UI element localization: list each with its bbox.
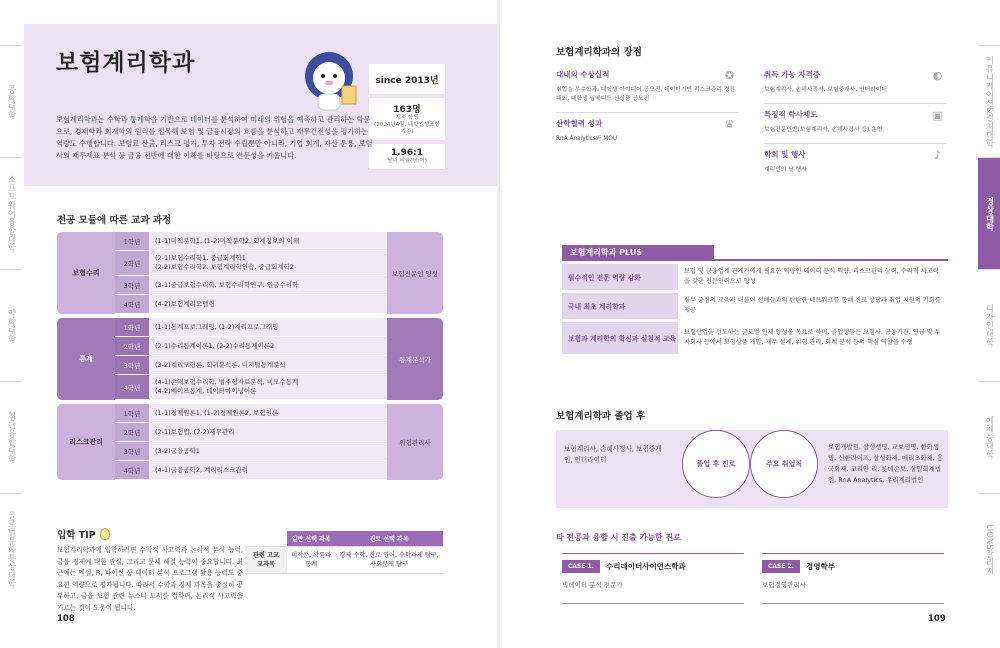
intro-text: 보험계리학과는 수학과 통계학을 기반으로 데이터를 분석하여 미래의 위험을 예측하고 관리하는 학문으로, 경제학과 회계학의 원리를 접목해 보험 및 금융시장의 흐름을 분석하고 재무건전성을 평가하는 역량도 수행합니다. 보험료 산출, 리스크 평가, 투자 전략 수립뿐만 아니라, 기업 회계, 자산 운용, 보험사의 재무제표 분석 등 금융 전반에 대한 이해를 바탕으로 전문성을 키웁니다. <box>56 115 373 160</box>
year-label: 2학년 <box>115 423 149 441</box>
tab-communication[interactable]: 커뮤니케이션&컬처대학 <box>978 45 1000 157</box>
year-label: 4학년 <box>115 375 149 399</box>
module-group <box>57 404 443 480</box>
grad-circle-employers: 주요 취업처 <box>750 430 818 498</box>
stats-panel <box>369 64 445 173</box>
year-label: 3학년 <box>115 276 149 294</box>
plus-title: 보험계리학과 PLUS <box>562 245 714 260</box>
col-general-head: 일반 선택 과목 <box>287 531 335 547</box>
row-head: 관련 고교 교과목 <box>245 547 287 574</box>
grad-employers: 보험개발원, 삼성생명, 교보생명, 한화생명, 신한라이프, 삼성화재, 메리츠화재, 흥국화재, 코리안 리, 롯데손보, 삼일회계법인, RnA Analytics, 우리계리법인 <box>828 443 944 484</box>
admission-tip <box>57 527 443 612</box>
advantages-panel <box>556 64 946 206</box>
tab-arts-sports[interactable]: 예체능대학 <box>978 381 1000 493</box>
page-number-right: 109 <box>928 614 946 624</box>
advantages-right <box>764 64 946 183</box>
course-line: (2-1)보험수리학1, 중급회계학1 <box>155 254 246 262</box>
course-list <box>149 375 387 399</box>
adv-academic-system: 특징적 학사제도 보험전문인반(보험계리사, 손해사정사 등) 운영 ▣ <box>764 104 946 144</box>
module-career: 위험관리사 <box>387 404 443 480</box>
course-line: (2-1)보험법, (2-2)재무관리 <box>155 427 235 436</box>
year-label: 1학년 <box>115 232 149 250</box>
course-list <box>149 232 387 250</box>
case-1: CASE 1. 수리데이터사이언스학과 빅데이터 분석 전문가 <box>562 553 744 604</box>
course-line: (3-1)중급보험수리학, 보험수리학연구, 연금수리학 <box>155 280 299 289</box>
course-line: (3-2)금융공학1 <box>155 446 200 455</box>
stat-students: 163명 재적 학생 (2024년4월, 대학원생포함 기준) <box>369 98 445 140</box>
bell-icon: ♪ <box>933 149 942 162</box>
tab-software[interactable]: 소프트웨어융합대학 <box>0 157 22 269</box>
adv-events: 학회 및 행사 계리인의 날 행사 ♪ <box>764 144 946 183</box>
curriculum-row <box>115 356 387 375</box>
course-line: (1-1)경제원론1, (1-2)경제원론2, 보험원론 <box>155 408 279 417</box>
adv-awards: 대내외 수상실적 취업을 우수학과, 대학생 아이디어 공모전, 데이터기반 리스크관리 경진대회, 대학생 임베디드 신상품 공모전 ✪ <box>556 64 738 113</box>
career-subjects: 경제 수학, 진로 영어, 수학과제 탐구, 사회문제 탐구 <box>335 547 443 574</box>
course-list <box>149 356 387 374</box>
plus-row: 보험과 계리학의 학신과 실천적 교육 보험산업을 선도하는 글로벌 인재 양성을 목표로 하며, 졸업생들은 보험사, 금융기관, 연금 및 투자회사 등에서 보험상품 개발, 재무 설계, 위험 관리, 회계 분석 등의 핵심 역할을 수행 <box>562 322 948 354</box>
tip-text: 보험계리학과에 입학하려면 수학적 사고력과 논리적 분석 능력, 금융 경제에 대한 관심, 그리고 문제 해결 능력이 중요합니다. 최근에는 엑셀, R, 파이썬 등 데이터 분석 프로그램 활용 능력도 중요한 역량으로 평가됩니다. 따라서 수학과 경제 과목을 충실히 공부하고, 금융 보험 관련 뉴스나 도서를 접하며, 논리적 사고력을 기르는 것이 도움이 됩니다. <box>57 546 243 612</box>
year-label: 4학년 <box>115 295 149 313</box>
tab-pharmacy[interactable]: 약학대학 <box>0 269 22 381</box>
grad-careers: 보험계리사, 손해사정사, 보험중개인, 언더라이터 <box>564 445 662 464</box>
year-label: 2학년 <box>115 251 149 275</box>
adv-certificates: 취득 가능 자격증 보험계리사, 손해사정사, 보험중개사, 언더라이터 ◐ <box>764 64 946 104</box>
col-career-head: 진로 선택 과목 <box>335 531 443 547</box>
module-name: 보험수리 <box>57 232 115 314</box>
tab-business[interactable]: 경상대학 <box>978 157 1000 269</box>
left-section-tabs <box>0 45 22 605</box>
course-line: (4-1)손해보험수리학, 범주형자료분석, 비모수통계 <box>155 378 299 386</box>
page-title: 보험계리학과 <box>56 50 196 76</box>
year-label: 2학년 <box>115 337 149 355</box>
medal-icon: ✪ <box>724 69 735 82</box>
advantages-title: 보험계리학과의 장점 <box>556 47 642 58</box>
plus-row: 국내 최초 계리학과 실무 중심의 교육과 더불어 선배들과의 탄탄한 네트워크를 통해 진로 상담과 취업 지원의 기회를 제공 <box>562 293 948 319</box>
curriculum-row <box>115 232 387 251</box>
stat-gender-ratio: 1.96:1 남녀 비율(남:여) <box>369 144 445 169</box>
course-line: (4-2)베이즈통계, 데이터마이닝이론 <box>155 387 257 395</box>
graduation-title: 보험계리학과 졸업 후 <box>556 411 646 422</box>
tip-title: 입학 TIP <box>57 527 443 541</box>
curriculum-row <box>115 337 387 356</box>
course-list <box>149 461 387 479</box>
tab-lions[interactable]: LIONS칼리지 <box>978 493 1000 605</box>
award-icon: ♛ <box>724 118 735 131</box>
stat-founded: since 2013년 <box>369 64 445 94</box>
curriculum-row <box>115 318 387 337</box>
board-icon: ▣ <box>932 109 943 122</box>
lightbulb-icon <box>100 528 110 540</box>
year-label: 1학년 <box>115 404 149 422</box>
course-line: (4-1)금융공학2, 계리리스크관리 <box>155 465 249 474</box>
module-group <box>57 232 443 314</box>
advantages-left <box>556 64 738 152</box>
course-line: (2-1)수리통계이론1, (2-2)수리통계이론2 <box>155 341 275 350</box>
curriculum-row <box>115 375 387 400</box>
course-line: (4-2)보험계리모델링 <box>155 299 215 308</box>
tab-global[interactable]: 글로벌문화통상대학 <box>0 493 22 605</box>
hero-panel <box>24 24 500 186</box>
course-list <box>149 295 387 313</box>
page-number-left: 108 <box>57 614 75 624</box>
curriculum-row <box>115 251 387 276</box>
module-group <box>57 318 443 400</box>
course-list <box>149 423 387 441</box>
curriculum-row <box>115 404 387 423</box>
year-label: 1학년 <box>115 318 149 336</box>
curriculum-title: 전공 모듈에 따른 교과 과정 <box>57 215 172 226</box>
right-section-tabs <box>978 45 1000 605</box>
curriculum-row <box>115 295 387 314</box>
year-label: 3학년 <box>115 356 149 374</box>
graduation-panel <box>556 430 948 508</box>
adv-industry: 산학협력 성과 RnA Analytics와 MOU ♛ <box>556 118 735 142</box>
tab-convergence[interactable]: 첨단융합대학 <box>0 381 22 493</box>
curriculum-row <box>115 276 387 295</box>
subject-table <box>245 531 443 574</box>
course-list <box>149 337 387 355</box>
convergence-title: 타 전공과 융합 시 진출 가능한 진로 <box>556 533 681 542</box>
tab-engineering[interactable]: 공학대학 <box>0 45 22 157</box>
grad-circle-career: 졸업 후 진로 <box>682 430 750 498</box>
curriculum-table <box>57 232 443 484</box>
year-label: 3학년 <box>115 442 149 460</box>
course-list <box>149 251 387 275</box>
general-subjects: 미적분, 확률과 통계 <box>287 547 335 574</box>
certificate-icon: ◐ <box>932 69 943 82</box>
course-list <box>149 318 387 336</box>
curriculum-row <box>115 461 387 480</box>
curriculum-row <box>115 442 387 461</box>
plus-row: 필수적인 전문 역량 강화 보험 및 금융업계 관계자에게 필요한 역량인 데이터 분석 역량, 리스크관리 능력, 수리적 사고력을 갖춘 전문인력으로 양성 <box>562 264 948 290</box>
year-label: 4학년 <box>115 461 149 479</box>
module-name: 리스크관리 <box>57 404 115 480</box>
course-list <box>149 276 387 294</box>
course-line: (3-2)계리모형론, 회귀분석론, 디지털통계분석 <box>155 360 286 369</box>
curriculum-row <box>115 423 387 442</box>
module-career: 통계분석가 <box>387 318 443 400</box>
course-line: (1-1)통계프로그래밍, (1-2)계리프로그래밍 <box>155 322 279 331</box>
course-list <box>149 442 387 460</box>
tab-design[interactable]: 디자인대학 <box>978 269 1000 381</box>
course-line: (1-1)미적분학1, (1-2)미적분학2, 회계정보의 이해 <box>155 236 300 245</box>
module-name: 통계 <box>57 318 115 400</box>
case-2: CASE 2. 경영학부 보험경영관리사 <box>762 553 944 604</box>
plus-panel <box>562 240 948 354</box>
module-career: 보험전문인 양성 <box>387 232 443 314</box>
lion-mascot-icon <box>294 46 364 112</box>
course-line: (2-2)보험수리학2, 보험계리학연습, 중급회계학2 <box>155 263 294 271</box>
course-list <box>149 404 387 422</box>
